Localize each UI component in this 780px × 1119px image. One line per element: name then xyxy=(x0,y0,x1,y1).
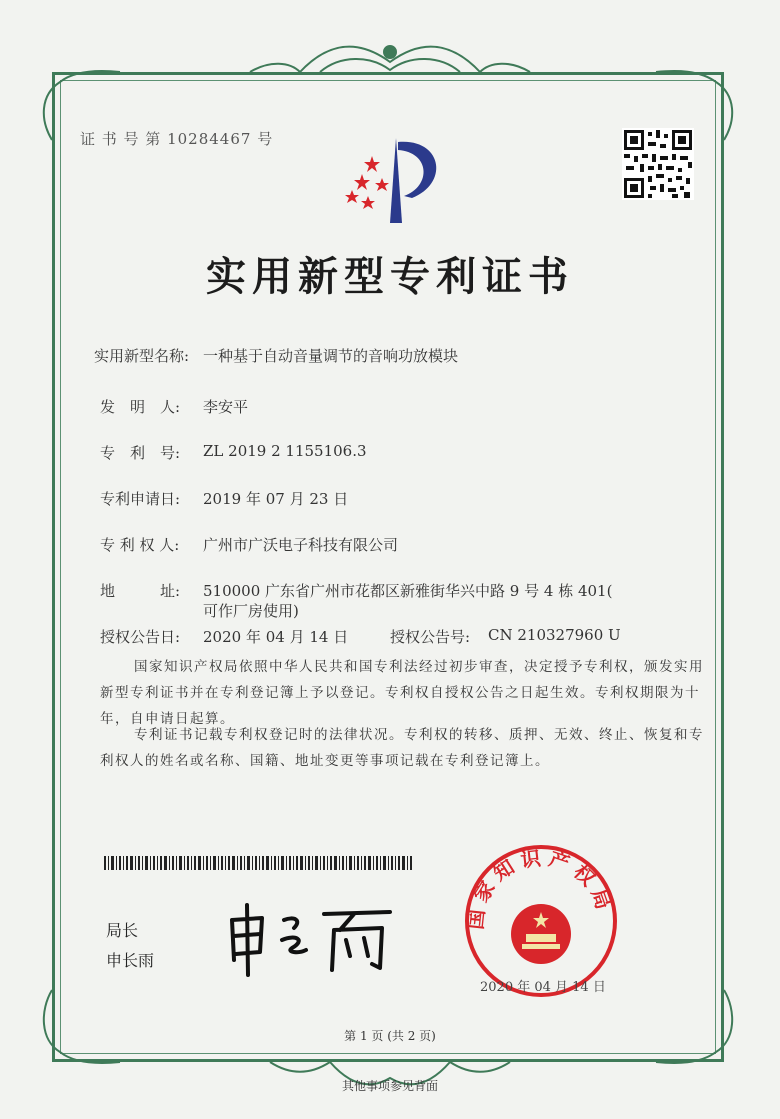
seal-date: 2020 年 04 月 14 日 xyxy=(480,980,606,995)
inventor-label: 发 明 人: xyxy=(100,398,181,416)
grant-date-label: 授权公告日: xyxy=(100,628,181,646)
certificate-title: 实用新型专利证书 xyxy=(206,253,574,300)
barcode xyxy=(104,856,414,870)
qr-code xyxy=(622,128,694,200)
certificate-number: 证 书 号 第 10284467 号 xyxy=(80,130,274,148)
body-para1-line1: 国家知识产权局依照中华人民共和国专利法经过初步审查，决定授予专利权，颁发实用 xyxy=(134,659,704,675)
handwritten-signature xyxy=(222,900,402,980)
grant-number-label: 授权公告号: xyxy=(390,628,471,646)
grant-number-value: CN 210327960 U xyxy=(488,626,621,644)
body-para1-line3: 年，自申请日起算。 xyxy=(100,711,235,727)
grant-date-value: 2020 年 04 月 14 日 xyxy=(203,628,349,646)
filing-date-value: 2019 年 07 月 23 日 xyxy=(203,490,349,508)
body-para1-line2: 新型专利证书并在专利登记簿上予以登记。专利权自授权公告之日起生效。专利权期限为十 xyxy=(100,685,700,701)
patent-number-label: 专 利 号: xyxy=(100,444,181,462)
page-number: 第 1 页 (共 2 页) xyxy=(344,1029,436,1043)
patent-office-logo xyxy=(332,128,452,228)
body-para2-line2: 利权人的姓名或名称、国籍、地址变更等事项记载在专利登记簿上。 xyxy=(100,753,550,769)
director-title: 局长 xyxy=(106,921,139,940)
inventor-value: 李安平 xyxy=(203,398,249,416)
reverse-note: 其他事项参见背面 xyxy=(341,1079,438,1093)
address-value-line2: 可作厂房使用) xyxy=(203,602,299,620)
utility-name-label: 实用新型名称: xyxy=(94,347,190,365)
utility-name-value: 一种基于自动音量调节的音响功放模块 xyxy=(203,347,459,365)
seal-text: 国家知识产权局 xyxy=(463,845,618,931)
patent-number-value: ZL 2019 2 1155106.3 xyxy=(203,442,367,460)
address-value-line1: 510000 广东省广州市花都区新雅街华兴中路 9 号 4 栋 401( xyxy=(203,582,613,600)
body-para2-line1: 专利证书记载专利权登记时的法律状况。专利权的转移、质押、无效、终止、恢复和专 xyxy=(134,727,704,743)
director-name: 申长雨 xyxy=(106,951,155,970)
filing-date-label: 专利申请日: xyxy=(100,490,181,508)
patentee-label: 专 利 权 人: xyxy=(100,536,180,554)
patentee-value: 广州市广沃电子科技有限公司 xyxy=(203,536,399,554)
address-label: 地 址: xyxy=(100,582,181,600)
